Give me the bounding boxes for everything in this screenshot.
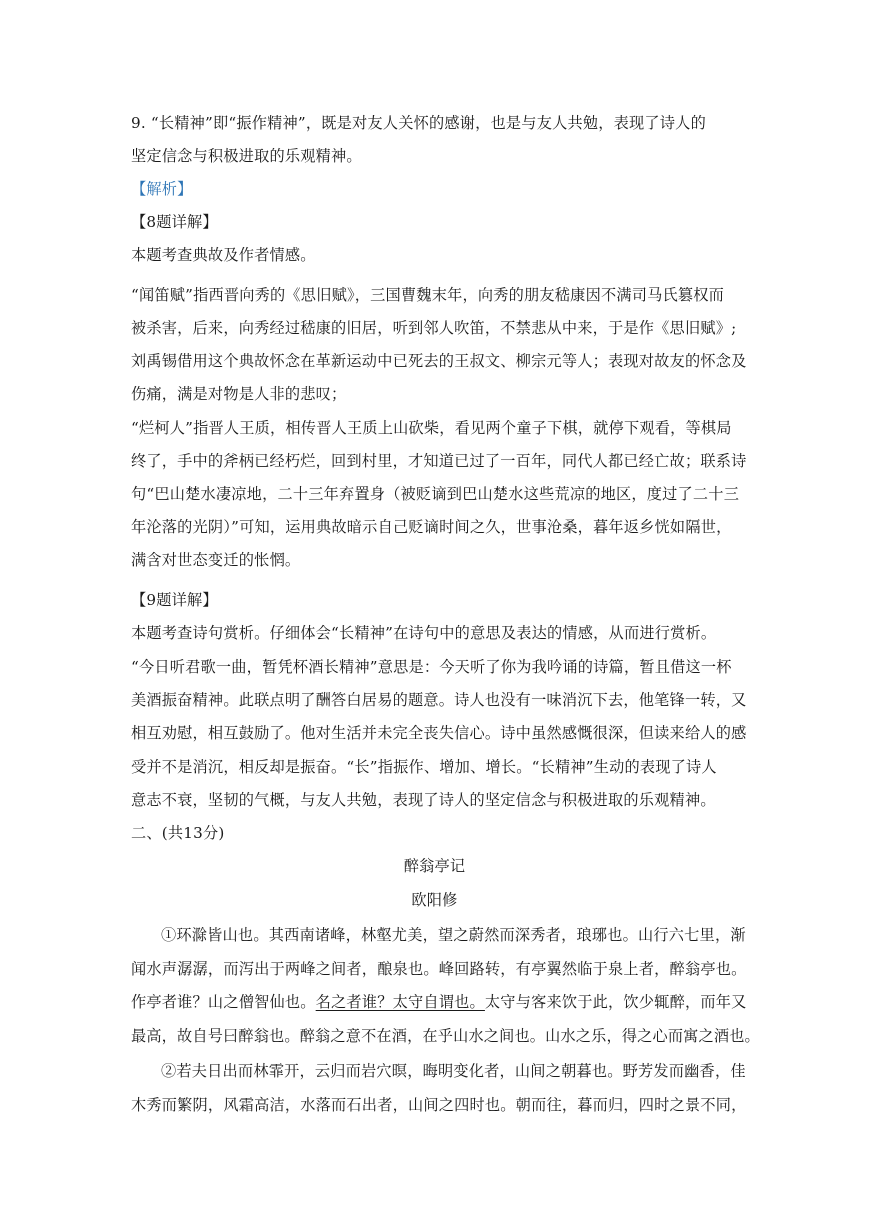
q8-line: 句“巴山楚水凄凉地，二十三年弃置身（被贬谪到巴山楚水这些荒凉的地区，度过了二十三	[131, 485, 740, 503]
analysis-label: 【解析】	[131, 180, 193, 198]
answer-9-line-1: 9. “长精神”即“振作精神”，既是对友人关怀的感谢，也是与友人共勉，表现了诗人的	[131, 114, 706, 132]
answer-9-line-2: 坚定信念与积极进取的乐观精神。	[131, 147, 362, 165]
q9-line: 意志不衰，坚韧的气概，与友人共勉，表现了诗人的坚定信念与积极进取的乐观精神。	[131, 791, 716, 809]
passage-paragraph-1-line	[131, 992, 747, 1012]
passage-paragraph-2-line: 木秀而繁阴，风霜高洁，水落而石出者，山间之四时也。朝而往，暮而归，四时之景不同，	[131, 1096, 747, 1114]
q8-line: 满含对世态变迁的怅惘。	[131, 551, 301, 569]
q8-line: 刘禹锡借用这个典故怀念在革新运动中已死去的王叔文、柳宗元等人；表现对故友的怀念及	[131, 352, 747, 370]
q9-line: 相互劝慰，相互鼓励了。他对生活并未完全丧失信心。诗中虽然感慨很深，但读来给人的感	[131, 724, 747, 742]
passage-paragraph-1-line: 最高，故自号曰醉翁也。醉翁之意不在酒，在乎山水之间也。山水之乐，得之心而寓之酒也。	[131, 1027, 760, 1045]
q8-line: 年沦落的光阴）”可知，运用典故暗示自己贬谪时间之久，世事沧桑，暮年返乡恍如隔世，	[131, 518, 732, 536]
passage-paragraph-2-line: ②若夫日出而林霏开，云归而岩穴暝，晦明变化者，山间之朝暮也。野芳发而幽香，佳	[161, 1062, 746, 1080]
section-2-heading: 二、(共13分)	[131, 824, 225, 842]
underlined-sentence: 名之者谁？太守自谓也。	[315, 993, 485, 1011]
q8-intro: 本题考查典故及作者情感。	[131, 246, 316, 264]
q9-intro: 本题考查诗句赏析。仔细体会“长精神”在诗句中的意思及表达的情感，从而进行赏析。	[131, 624, 717, 642]
q8-line: 伤痛，满是对物是人非的悲叹；	[131, 385, 347, 403]
q8-heading: 【8题详解】	[131, 213, 218, 231]
q9-line: 受并不是消沉，相反却是振奋。“长”指振作、增加、增长。“长精神”生动的表现了诗人	[131, 758, 717, 776]
q8-line: “闻笛赋”指西晋向秀的《思旧赋》，三国曹魏末年，向秀的朋友嵇康因不满司马氏篡权而	[131, 286, 725, 304]
passage-paragraph-1-line: ①环滁皆山也。其西南诸峰，林壑尤美，望之蔚然而深秀者，琅琊也。山行六七里，渐	[161, 926, 746, 944]
q9-line: “今日听君歌一曲，暂凭杯酒长精神”意思是：今天听了你为我吟诵的诗篇，暂且借这一杯	[131, 658, 732, 676]
passage-text: 太守与客来饮于此，饮少辄醉，而年又	[484, 993, 747, 1011]
q9-line: 美酒振奋精神。此联点明了酬答白居易的题意。诗人也没有一味消沉下去，他笔锋一转，又	[131, 691, 747, 709]
q8-line: 终了，手中的斧柄已经朽烂，回到村里，才知道已过了一百年，同代人都已经亡故；联系诗	[131, 452, 747, 470]
passage-paragraph-1-line: 闻水声潺潺，而泻出于两峰之间者，酿泉也。峰回路转，有亭翼然临于泉上者，醉翁亭也。	[131, 960, 747, 978]
passage-text: 作亭者谁？山之僧智仙也。	[131, 993, 316, 1011]
q9-heading: 【9题详解】	[131, 591, 218, 609]
q8-line: “烂柯人”指晋人王质，相传晋人王质上山砍柴，看见两个童子下棋，就停下观看，等棋局	[131, 419, 732, 437]
q8-line: 被杀害，后来，向秀经过嵇康的旧居，听到邻人吹笛，不禁悲从中来，于是作《思旧赋》;	[131, 319, 737, 337]
passage-title: 醉翁亭记	[403, 857, 466, 875]
passage-author: 欧阳修	[411, 891, 458, 909]
